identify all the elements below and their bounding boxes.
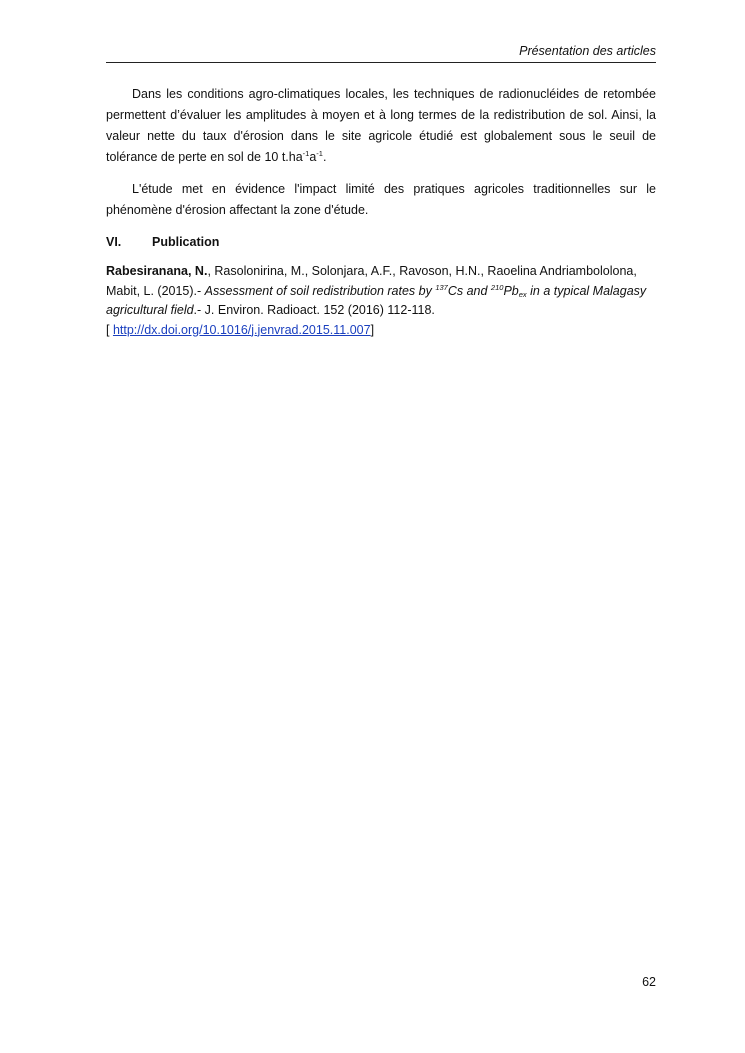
doi-link[interactable]: http://dx.doi.org/10.1016/j.jenvrad.2015.11.007 [112, 322, 371, 337]
isotope-1-symbol: Cs and [447, 283, 491, 298]
running-header [106, 44, 656, 63]
conclusion-paragraph-1 [106, 84, 656, 168]
section-title: Publication [152, 235, 220, 249]
isotope-2-symbol: Pb [503, 283, 519, 298]
unit-exponent-ha: -1 [302, 149, 310, 158]
section-number: VI. [106, 235, 122, 249]
paragraph-2-text: L'étude met en évidence l'impact limité des pratiques agricoles traditionnelles sur le phénomène d'érosion affectant la zone d'étude. [106, 182, 656, 217]
journal-citation: .- J. Environ. Radioact. 152 (2016) 112-118. [193, 303, 435, 317]
isotope-2-subscript: ex [518, 289, 527, 299]
co-authors: , Rasolonirina, M., Solonjara, A.F., Ravoson, H.N., Raoelina Andriambololona, Mabit, L. (2015).- [106, 264, 637, 298]
page-content [106, 84, 656, 340]
doi-close-bracket: ] [370, 322, 375, 337]
isotope-2-mass: 210 [490, 282, 504, 292]
lead-author: Rabesiranana, N. [106, 264, 208, 278]
conclusion-paragraph-2 [106, 179, 656, 221]
paragraph-1-text: Dans les conditions agro-climatiques locales, les techniques de radionucléides de retombée permettent d’évaluer les amplitudes à moyen et à long termes de la redistribution de sol. Ainsi, la valeur nette du taux d'érosion dans le site agricole étudié est globalement sous le seuil de tolérance de perte en sol de 10 t.ha [106, 87, 656, 164]
title-part-2: in a typical Malagasy agricultural field [106, 283, 647, 317]
unit-exponent-a: -1 [316, 149, 323, 158]
unit-a: a [309, 150, 317, 164]
running-header-title: Présentation des articles [519, 44, 656, 58]
page-number: 62 [642, 975, 656, 989]
isotope-1-mass: 137 [435, 282, 448, 292]
section-heading [106, 232, 656, 253]
publication-reference [106, 262, 656, 340]
paragraph-1-end: . [322, 150, 327, 164]
doi-open-bracket: [ [106, 322, 113, 337]
title-part-1: Assessment of soil redistribution rates by [204, 283, 436, 298]
